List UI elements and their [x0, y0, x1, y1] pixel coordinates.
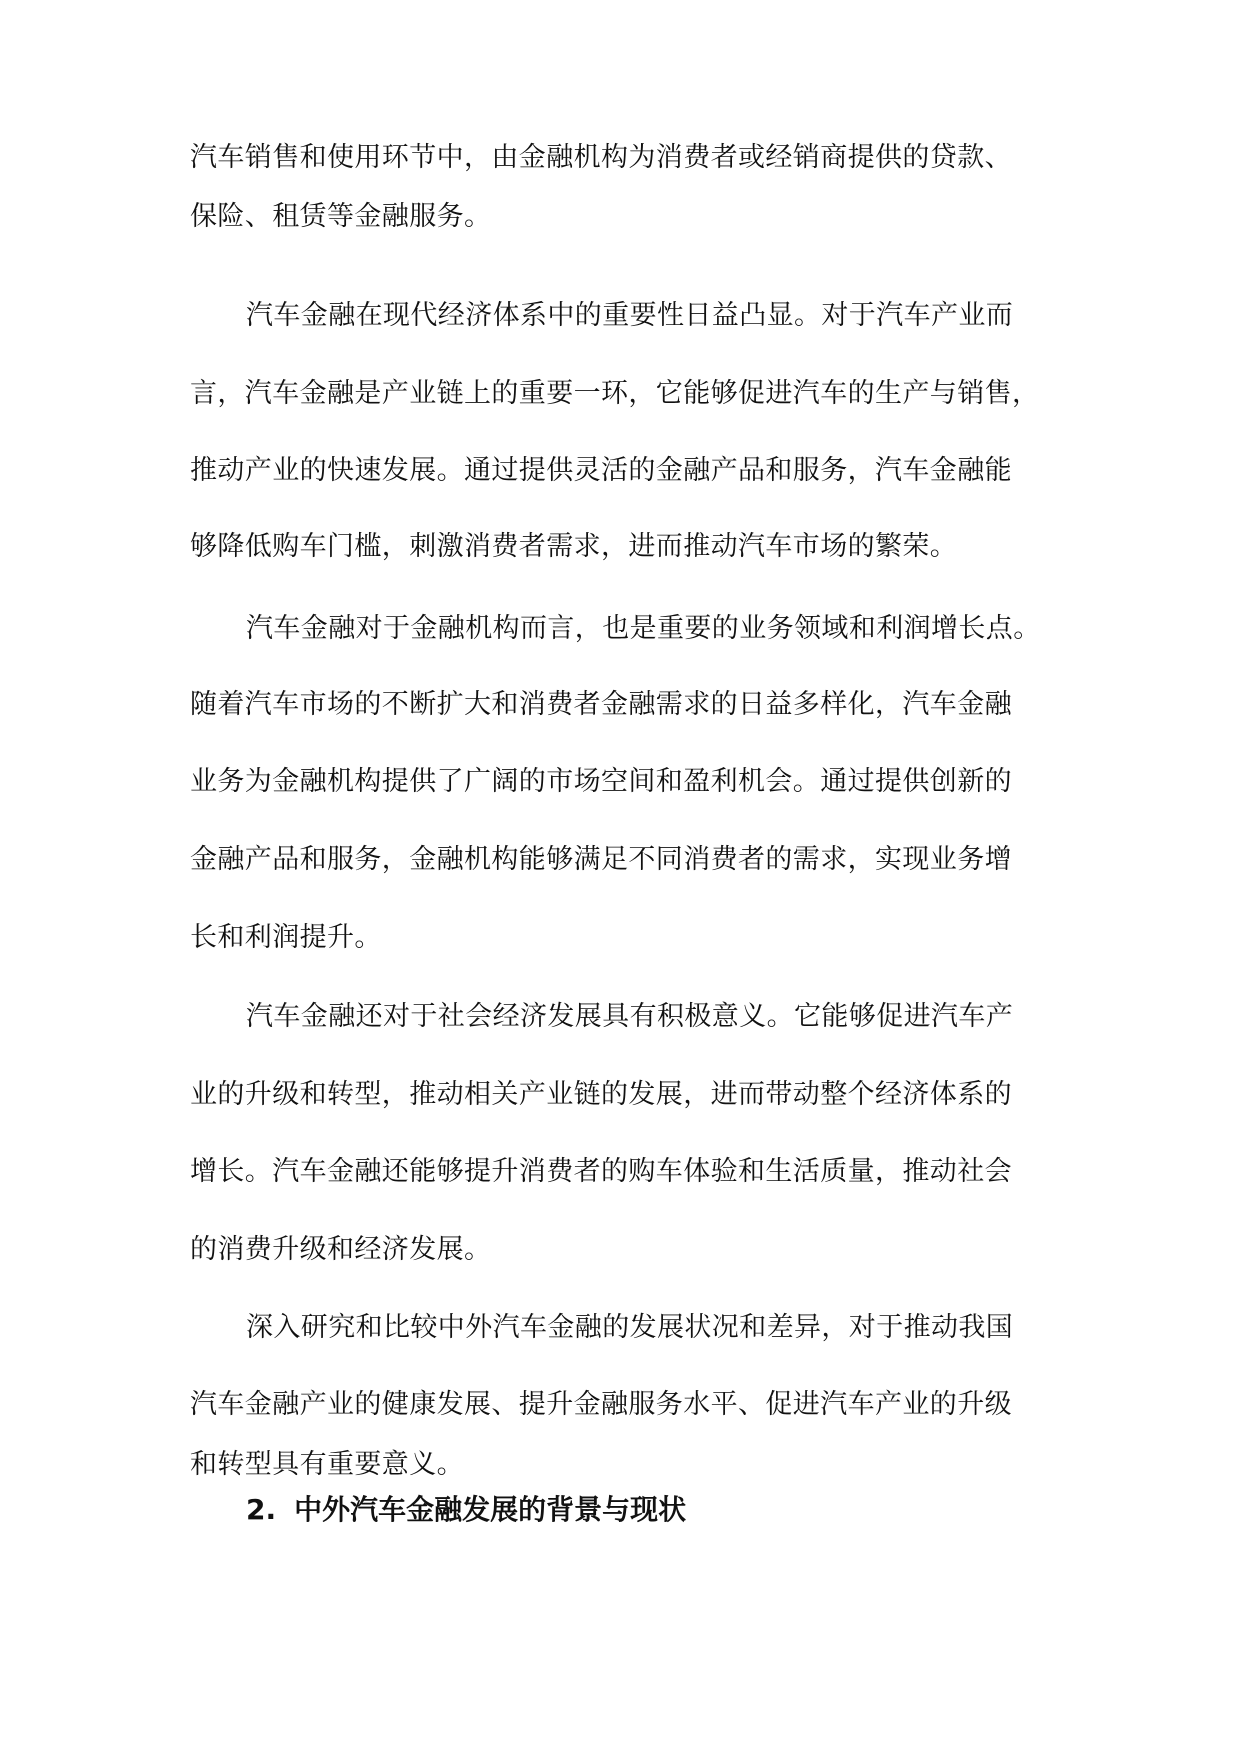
paragraph-2-line-3: 推动产业的快速发展。通过提供灵活的金融产品和服务，汽车金融能 [190, 455, 1012, 486]
section-title: 中外汽车金融发展的背景与现状 [294, 1493, 687, 1526]
paragraph-1-line-2: 保险、租赁等金融服务。 [190, 201, 492, 232]
paragraph-3-line-5: 长和利润提升。 [190, 922, 382, 953]
paragraph-3-line-4: 金融产品和服务，金融机构能够满足不同消费者的需求，实现业务增 [190, 844, 1012, 875]
paragraph-4-line-3: 增长。汽车金融还能够提升消费者的购车体验和生活质量，推动社会 [190, 1156, 1012, 1187]
paragraph-3-line-1: 汽车金融对于金融机构而言，也是重要的业务领域和利润增长点。 [246, 613, 1041, 644]
paragraph-2-line-2: 言，汽车金融是产业链上的重要一环，它能够促进汽车的生产与销售， [190, 378, 1040, 409]
section-heading [246, 1490, 686, 1530]
paragraph-1-line-1: 汽车销售和使用环节中，由金融机构为消费者或经销商提供的贷款、 [190, 142, 1012, 173]
paragraph-2-line-1: 汽车金融在现代经济体系中的重要性日益凸显。对于汽车产业而 [246, 300, 1014, 331]
paragraph-4-line-4: 的消费升级和经济发展。 [190, 1234, 492, 1265]
paragraph-5-line-2: 汽车金融产业的健康发展、提升金融服务水平、促进汽车产业的升级 [190, 1389, 1012, 1420]
paragraph-2-line-4: 够降低购车门槛，刺激消费者需求，进而推动汽车市场的繁荣。 [190, 531, 958, 562]
paragraph-4-line-1: 汽车金融还对于社会经济发展具有积极意义。它能够促进汽车产 [246, 1001, 1014, 1032]
paragraph-5-line-1: 深入研究和比较中外汽车金融的发展状况和差异，对于推动我国 [246, 1312, 1014, 1343]
paragraph-3-line-3: 业务为金融机构提供了广阔的市场空间和盈利机会。通过提供创新的 [190, 766, 1012, 797]
section-number: 2. [246, 1493, 277, 1526]
paragraph-4-line-2: 业的升级和转型，推动相关产业链的发展，进而带动整个经济体系的 [190, 1079, 1012, 1110]
paragraph-3-line-2: 随着汽车市场的不断扩大和消费者金融需求的日益多样化，汽车金融 [190, 689, 1012, 720]
paragraph-5-line-3: 和转型具有重要意义。 [190, 1449, 464, 1480]
